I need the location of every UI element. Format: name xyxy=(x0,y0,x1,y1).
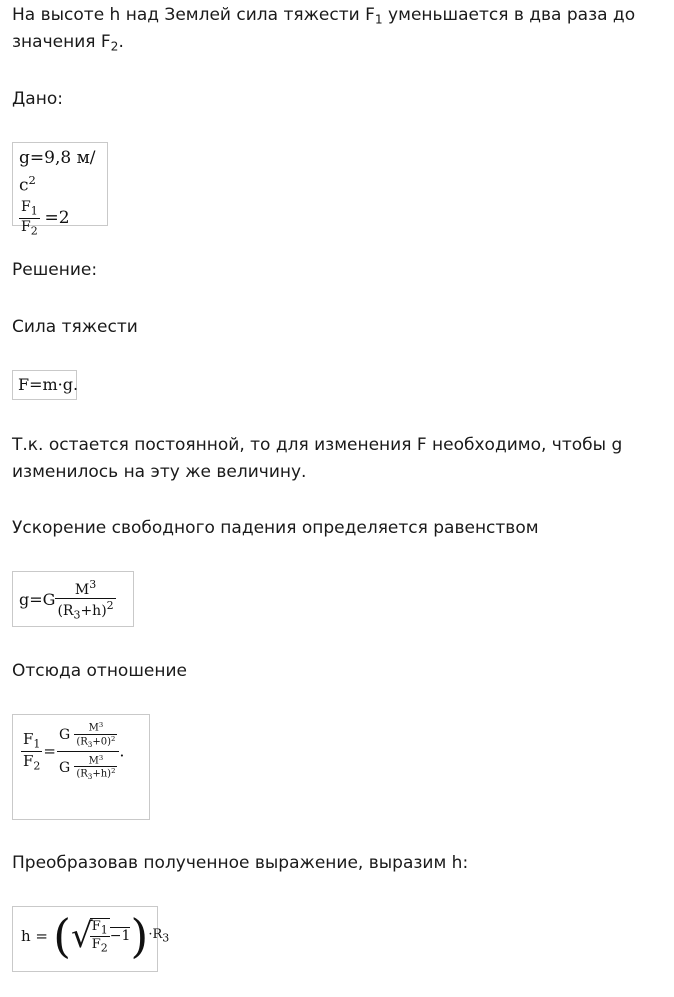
intro-line-2: значения $F_2$. xyxy=(12,32,124,54)
gravity-label: Сила тяжести xyxy=(12,317,138,337)
formula-gravity-force: F=m·g. xyxy=(12,370,77,400)
ratio-label: Отсюда отношение xyxy=(12,661,187,681)
given-heading: Дано: xyxy=(12,89,63,109)
transform-label: Преобразовав полученное выражение, выразим h: xyxy=(12,853,469,873)
formula-height: h = (√ $\frac{F_1}{F_2}$ $-1)\cdot R_3$ xyxy=(12,906,158,972)
acceleration-label: Ускорение свободного падения определяется равенством xyxy=(12,518,539,538)
formula-gravity-acceleration: g=G $\frac{M^3}{(R_3+h)^2}$ xyxy=(12,571,134,627)
text-constant-line-2: изменилось на эту же величину. xyxy=(12,462,307,482)
formula-force-ratio: $\frac{F_1}{F_2}$ = G $\frac{M^3}{(R_3+0)^2}$ G $\frac{M^3}{(R_3+h)^2}$ . xyxy=(12,714,150,820)
sqrt-expression: (√ $\frac{F_1}{F_2}$ −1) xyxy=(53,909,149,963)
given-formula xyxy=(12,142,108,237)
given-ratio: $\frac{F_1}{F_2}$ =2 xyxy=(21,199,70,237)
given-g-value: g=9,8 $м/с^2$ xyxy=(19,148,96,196)
solution-heading: Решение: xyxy=(12,260,98,280)
text-constant-line-1: Т.к. остается постоянной, то для изменения F необходимо, чтобы g xyxy=(12,435,623,455)
intro-line-1: На высоте h над Землей сила тяжести $F_1$ уменьшается в два раза до xyxy=(12,5,636,27)
